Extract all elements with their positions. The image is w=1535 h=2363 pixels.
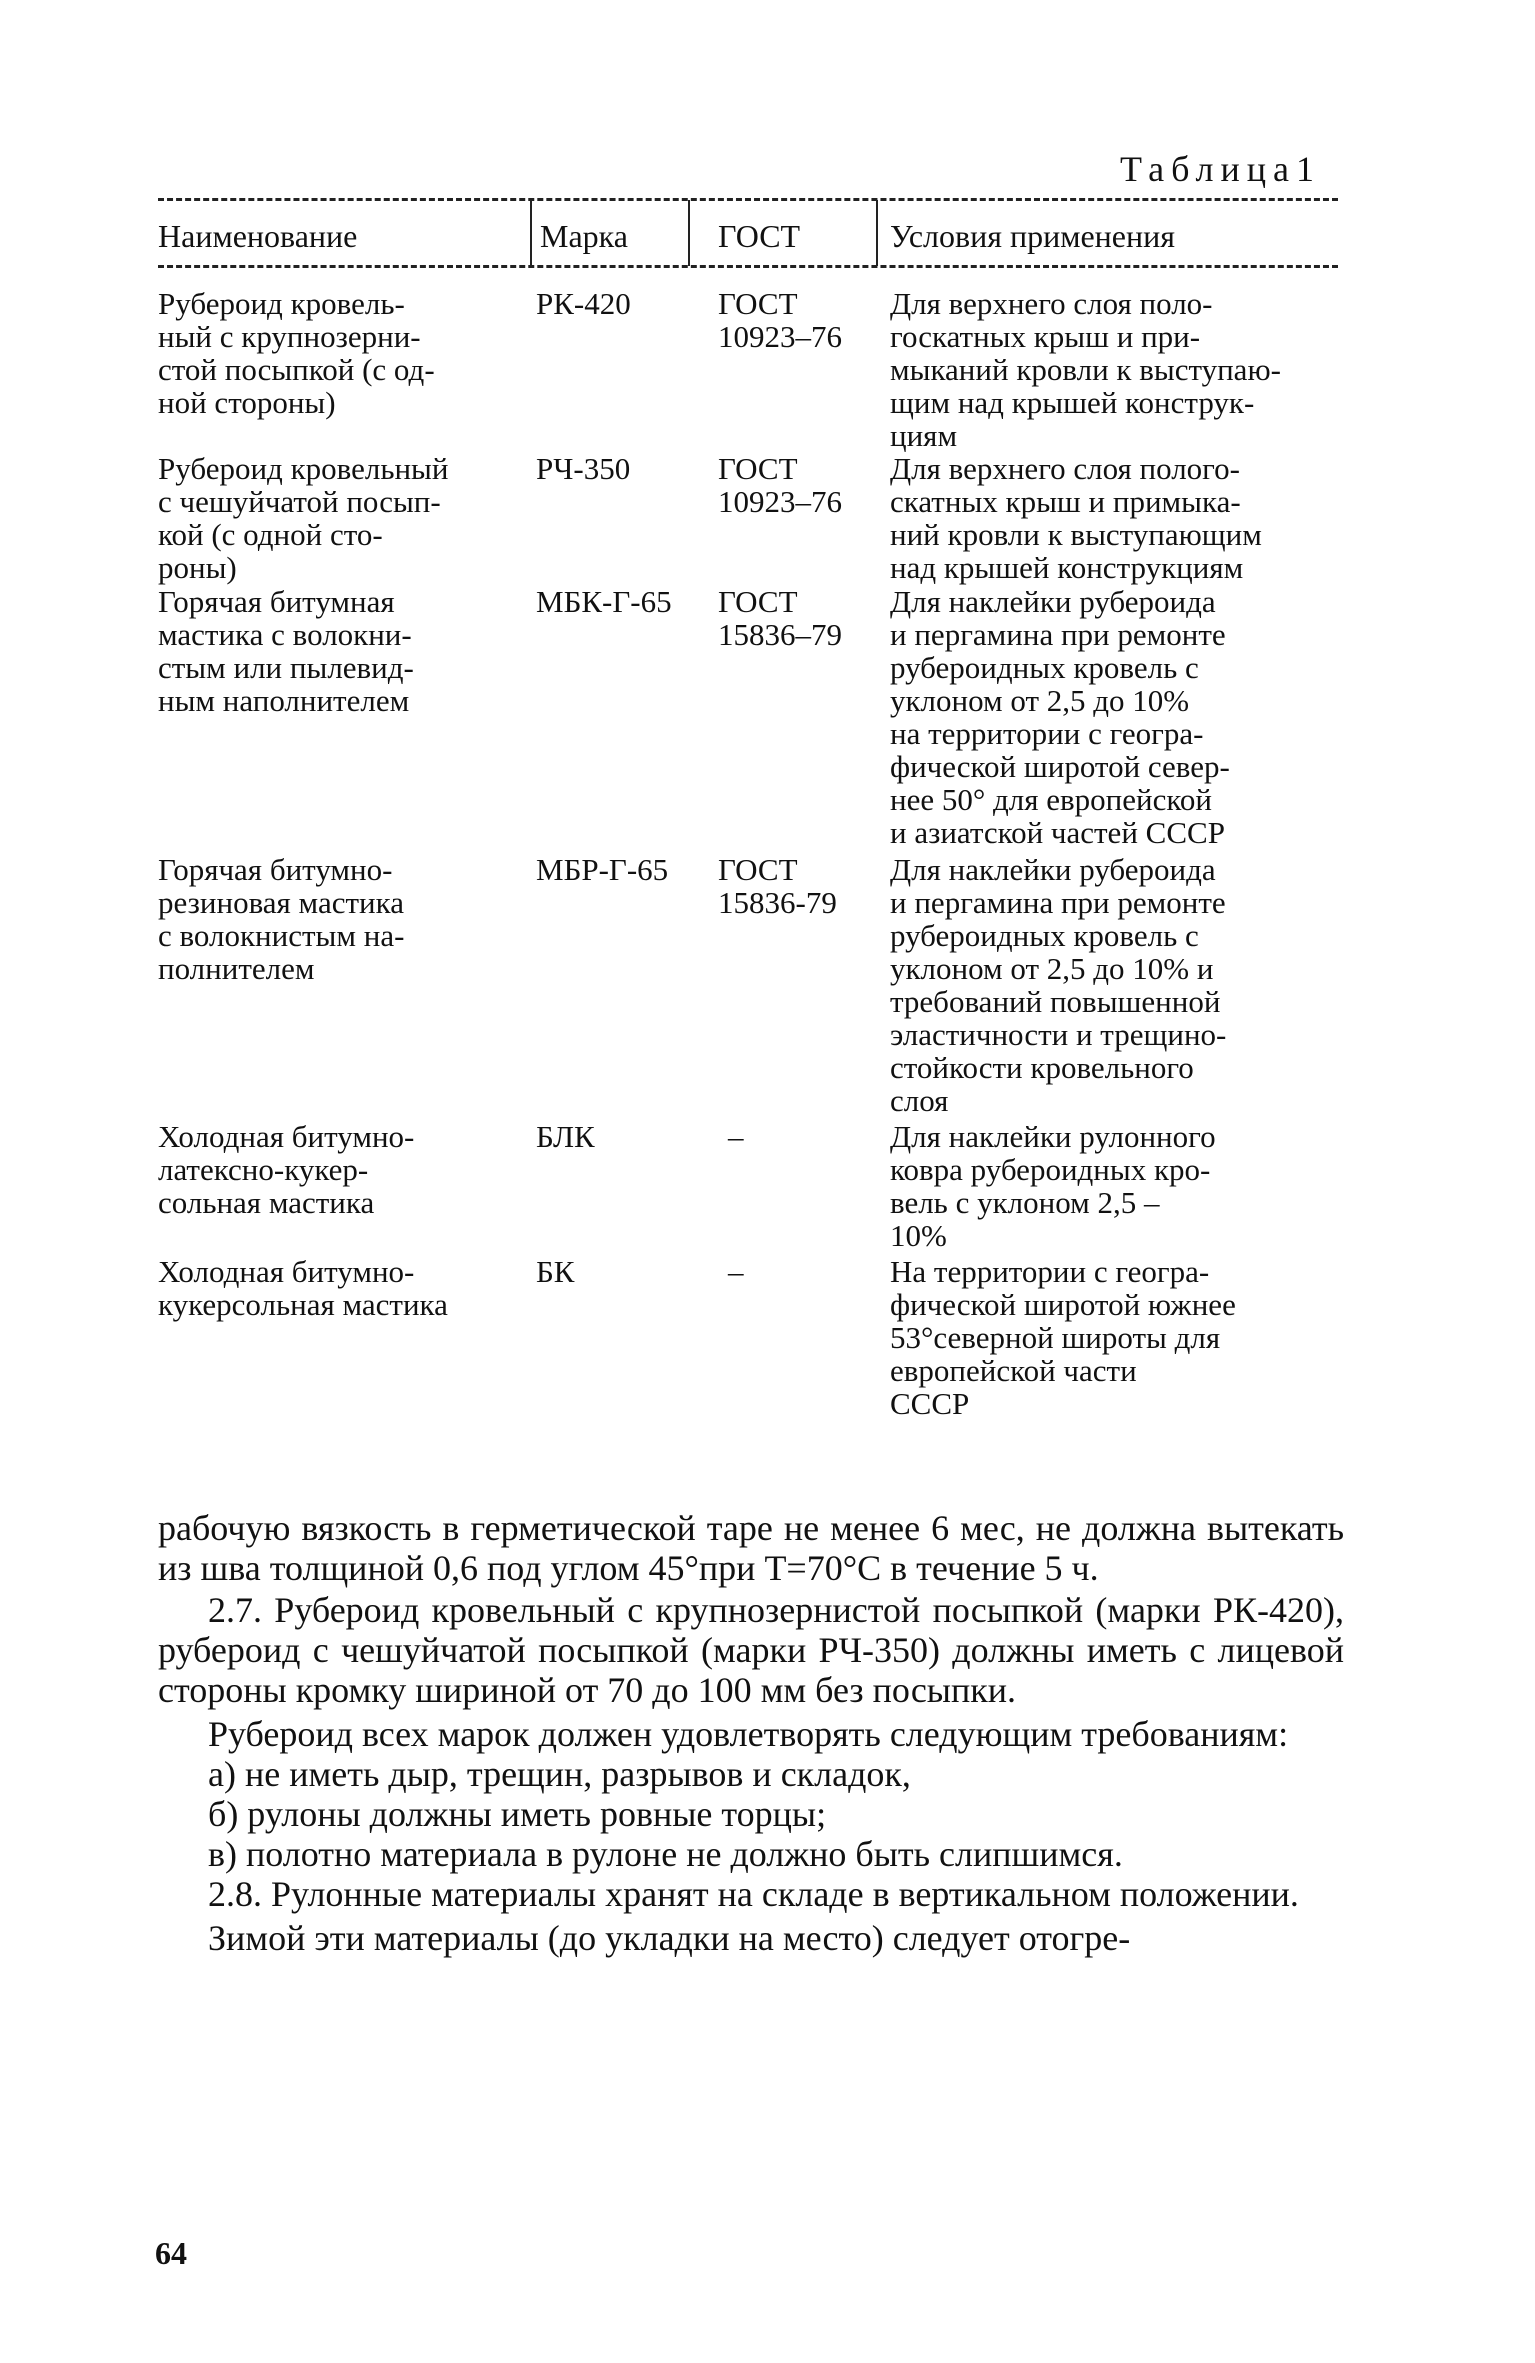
row-6-usage: На территории с геогра- фической широтой южнее 53°северной широты для европейской части СССР bbox=[890, 1254, 1236, 1421]
list-item-a: а) не иметь дыр, трещин, разрывов и складок, bbox=[208, 1754, 911, 1794]
paragraph-winter: Зимой эти материалы (до укладки на место) следует отогре- bbox=[208, 1918, 1131, 1958]
row-5-gost: – bbox=[728, 1119, 744, 1154]
row-2-gost: ГОСТ 10923–76 bbox=[718, 451, 842, 519]
header-gost: ГОСТ bbox=[718, 218, 801, 254]
row-6-name: Холодная битумно- кукерсольная мастика bbox=[158, 1254, 448, 1322]
row-3-gost: ГОСТ 15836–79 bbox=[718, 584, 842, 652]
row-3-usage: Для наклейки рубероида и пергамина при ремонте рубероидных кровель с уклоном от 2,5 до 10% на территории с геогра- фической широтой север- нее 50° для европейской и азиатской частей СССР bbox=[890, 584, 1230, 850]
row-2-mark: РЧ-350 bbox=[536, 451, 631, 486]
row-3-mark: МБК-Г-65 bbox=[536, 584, 672, 619]
header-mark: Марка bbox=[540, 218, 628, 254]
row-5-name: Холодная битумно- латексно-кукер- сольная мастика bbox=[158, 1119, 415, 1220]
row-1-usage: Для верхнего слоя поло- госкатных крыш и при- мыканий кровли к выступаю- щим над крышей конструк- циям bbox=[890, 286, 1281, 453]
row-1-gost: ГОСТ 10923–76 bbox=[718, 286, 842, 354]
list-item-c: в) полотно материала в рулоне не должно быть слипшимся. bbox=[208, 1834, 1123, 1874]
row-2-usage: Для верхнего слоя полого- скатных крыш и примыка- ний кровли к выступающим над крышей конструкциям bbox=[890, 451, 1262, 585]
row-4-gost: ГОСТ 15836-79 bbox=[718, 852, 837, 920]
paragraph-2-8: 2.8. Рулонные материалы хранят на складе в вертикальном положении. bbox=[208, 1874, 1299, 1914]
table-header-rule bbox=[158, 265, 1338, 268]
row-4-mark: МБР-Г-65 bbox=[536, 852, 669, 887]
row-5-usage: Для наклейки рулонного ковра рубероидных кро- вель с уклоном 2,5 – 10% bbox=[890, 1119, 1216, 1253]
header-usage: Условия применения bbox=[890, 218, 1175, 254]
row-1-mark: РК-420 bbox=[536, 286, 631, 321]
column-separator bbox=[876, 200, 878, 266]
row-4-usage: Для наклейки рубероида и пергамина при ремонте рубероидных кровель с уклоном от 2,5 до 10% и требований повышенной эластичности и трещино- стойкости кровельного слоя bbox=[890, 852, 1227, 1118]
row-1-name: Рубероид кровель- ный с крупнозерни- стой посыпкой (с од- ной стороны) bbox=[158, 286, 435, 420]
page-number: 64 bbox=[155, 2235, 187, 2271]
table-top-rule bbox=[158, 198, 1338, 201]
table-caption: Таблица1 bbox=[1120, 149, 1321, 189]
row-3-name: Горячая битумная мастика с волокни- стым или пылевид- ным наполнителем bbox=[158, 584, 414, 718]
paragraph-requirements: Рубероид всех марок должен удовлетворять следующим требованиям: bbox=[208, 1714, 1289, 1754]
column-separator bbox=[688, 200, 690, 266]
body-text bbox=[158, 1508, 1344, 1958]
list-item-b: б) рулоны должны иметь ровные торцы; bbox=[208, 1794, 827, 1834]
row-2-name: Рубероид кровельный с чешуйчатой посып- кой (с одной сто- роны) bbox=[158, 451, 449, 585]
paragraph-viscosity: рабочую вязкость в герметической таре не менее 6 мес, не должна вытекать из шва толщиной 0,6 под углом 45°при Т=70°С в течение 5 ч. bbox=[158, 1508, 1344, 1588]
row-4-name: Горячая битумно- резиновая мастика с волокнистым на- полнителем bbox=[158, 852, 405, 986]
header-name: Наименование bbox=[158, 218, 358, 254]
row-6-mark: БК bbox=[536, 1254, 575, 1289]
paragraph-2-7: 2.7. Рубероид кровельный с крупнозернистой посыпкой (марки РК-420), рубероид с чешуйчатой посыпкой (марки РЧ-350) должны иметь с лицевой стороны кромку шириной от 70 до 100 мм без посыпки. bbox=[158, 1590, 1344, 1710]
row-6-gost: – bbox=[728, 1254, 744, 1289]
row-5-mark: БЛК bbox=[536, 1119, 595, 1154]
column-separator bbox=[530, 200, 532, 266]
